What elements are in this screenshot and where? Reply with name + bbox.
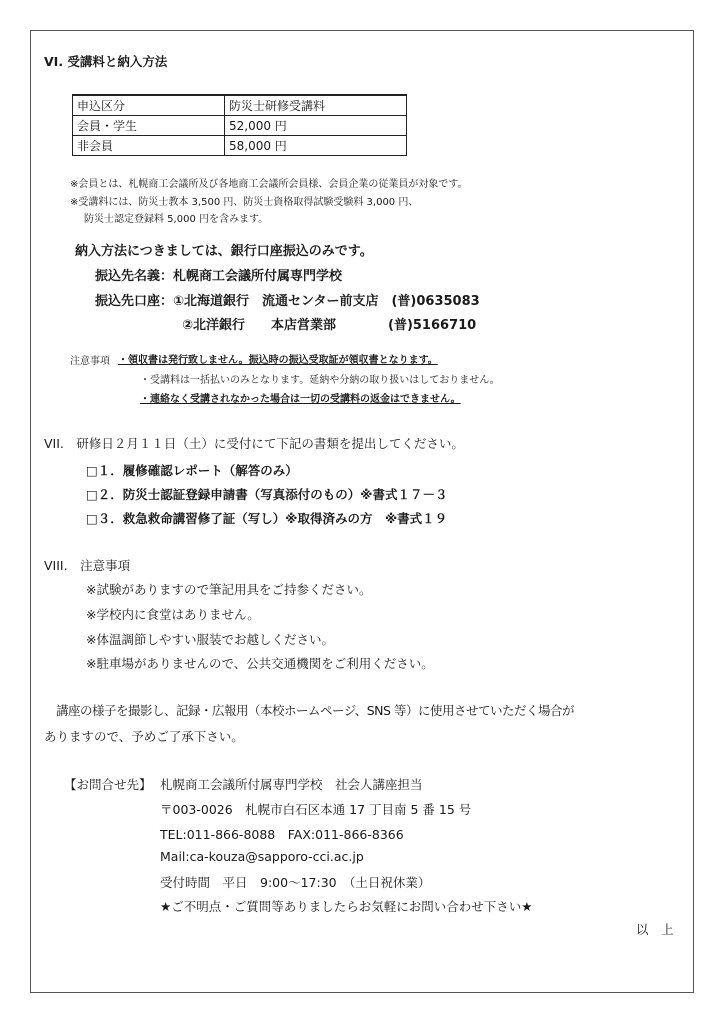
caution-label: 注意事項	[70, 356, 110, 367]
contact-hours: 受付時間 平日 9:00～17:30 （土日祝休業）	[160, 875, 431, 890]
end-mark: 以 上	[636, 922, 674, 937]
caution-item-1: ・領収書は発行致しません。振込時の振込受取証が領収書となります。	[118, 355, 438, 366]
document-item-2: □２．防災士認証登録申請書（写真添付のもの）※書式１７－３	[86, 487, 448, 502]
table-cell: 58,000 円	[225, 135, 407, 155]
notice-item-3: ※体温調節しやすい服装でお越しください。	[86, 632, 334, 647]
account-line-1: 振込先口座：①北海道銀行 流通センター前支店 (普)0635083	[95, 294, 480, 309]
contact-address: 〒003-0026 札幌市白石区本通 17 丁目南 5 番 15 号	[160, 802, 472, 817]
contact-tel-fax: TEL:011-866-8088 FAX:011-866-8366	[160, 827, 404, 842]
caution-item-3: ・連絡なく受講されなかった場合は一切の受講料の返金はできません。	[140, 394, 461, 405]
payee-name: 振込先名義：札幌商工会議所付属専門学校	[95, 269, 343, 284]
table-cell: 会員・学生	[73, 115, 225, 135]
table-cell: 非会員	[73, 135, 225, 155]
fee-table-header-category: 申込区分	[73, 95, 225, 115]
table-row	[73, 115, 407, 135]
section-7-title: VII. 研修日２月１１日（土）に受付にて下記の書類を提出してください。	[44, 436, 464, 451]
document-item-3: □３．救急救命講習修了証（写し）※取得済みの方 ※書式１９	[86, 511, 448, 526]
account-line-2: ②北洋銀行 本店営業部 (普)5166710	[182, 318, 477, 333]
fee-table-header-row	[73, 95, 407, 115]
table-cell: 52,000 円	[225, 115, 407, 135]
contact-organization: 札幌商工会議所付属専門学校 社会人講座担当	[160, 777, 423, 792]
fee-note-3: 防災士認定登録料 5,000 円を含みます。	[84, 214, 269, 225]
fee-note-2: ※受講料には、防災士教本 3,500 円、防災士資格取得試験受験料 3,000 円、	[70, 197, 419, 208]
fee-table	[72, 94, 407, 156]
contact-closing-message: ★ご不明点・ご質問等ありましたらお気軽にお問い合わせ下さい★	[160, 899, 533, 914]
payment-heading: 納入方法につきましては、銀行口座振込のみです。	[75, 244, 373, 259]
photo-notice-line-1: 講座の様子を撮影し、記録・広報用（本校ホームページ、SNS 等）に使用させていただく場合が	[56, 703, 574, 718]
contact-mail: Mail:ca-kouza@sapporo-cci.ac.jp	[160, 849, 364, 864]
table-row	[73, 135, 407, 155]
caution-item-2: ・受講料は一括払いのみとなります。延納や分納の取り扱いはしておりません。	[140, 375, 500, 386]
section-6-title: VI. 受講料と納入方法	[44, 54, 168, 69]
contact-label: 【お問合せ先】	[64, 777, 152, 792]
photo-notice-line-2: ありますので、予めご了承下さい。	[44, 729, 244, 744]
fee-note-1: ※会員とは、札幌商工会議所及び各地商工会議所会員様、会員企業の従業員が対象です。	[70, 179, 468, 190]
fee-table-header-fee: 防災士研修受講料	[225, 95, 407, 115]
document-item-1: □１．履修確認レポート（解答のみ）	[86, 463, 298, 478]
notice-item-2: ※学校内に食堂はありません。	[86, 607, 260, 622]
notice-item-1: ※試験がありますので筆記用具をご持参ください。	[86, 582, 372, 597]
section-8-title: VIII. 注意事項	[44, 558, 131, 573]
notice-item-4: ※駐車場がありませんので、公共交通機関をご利用ください。	[86, 656, 434, 671]
